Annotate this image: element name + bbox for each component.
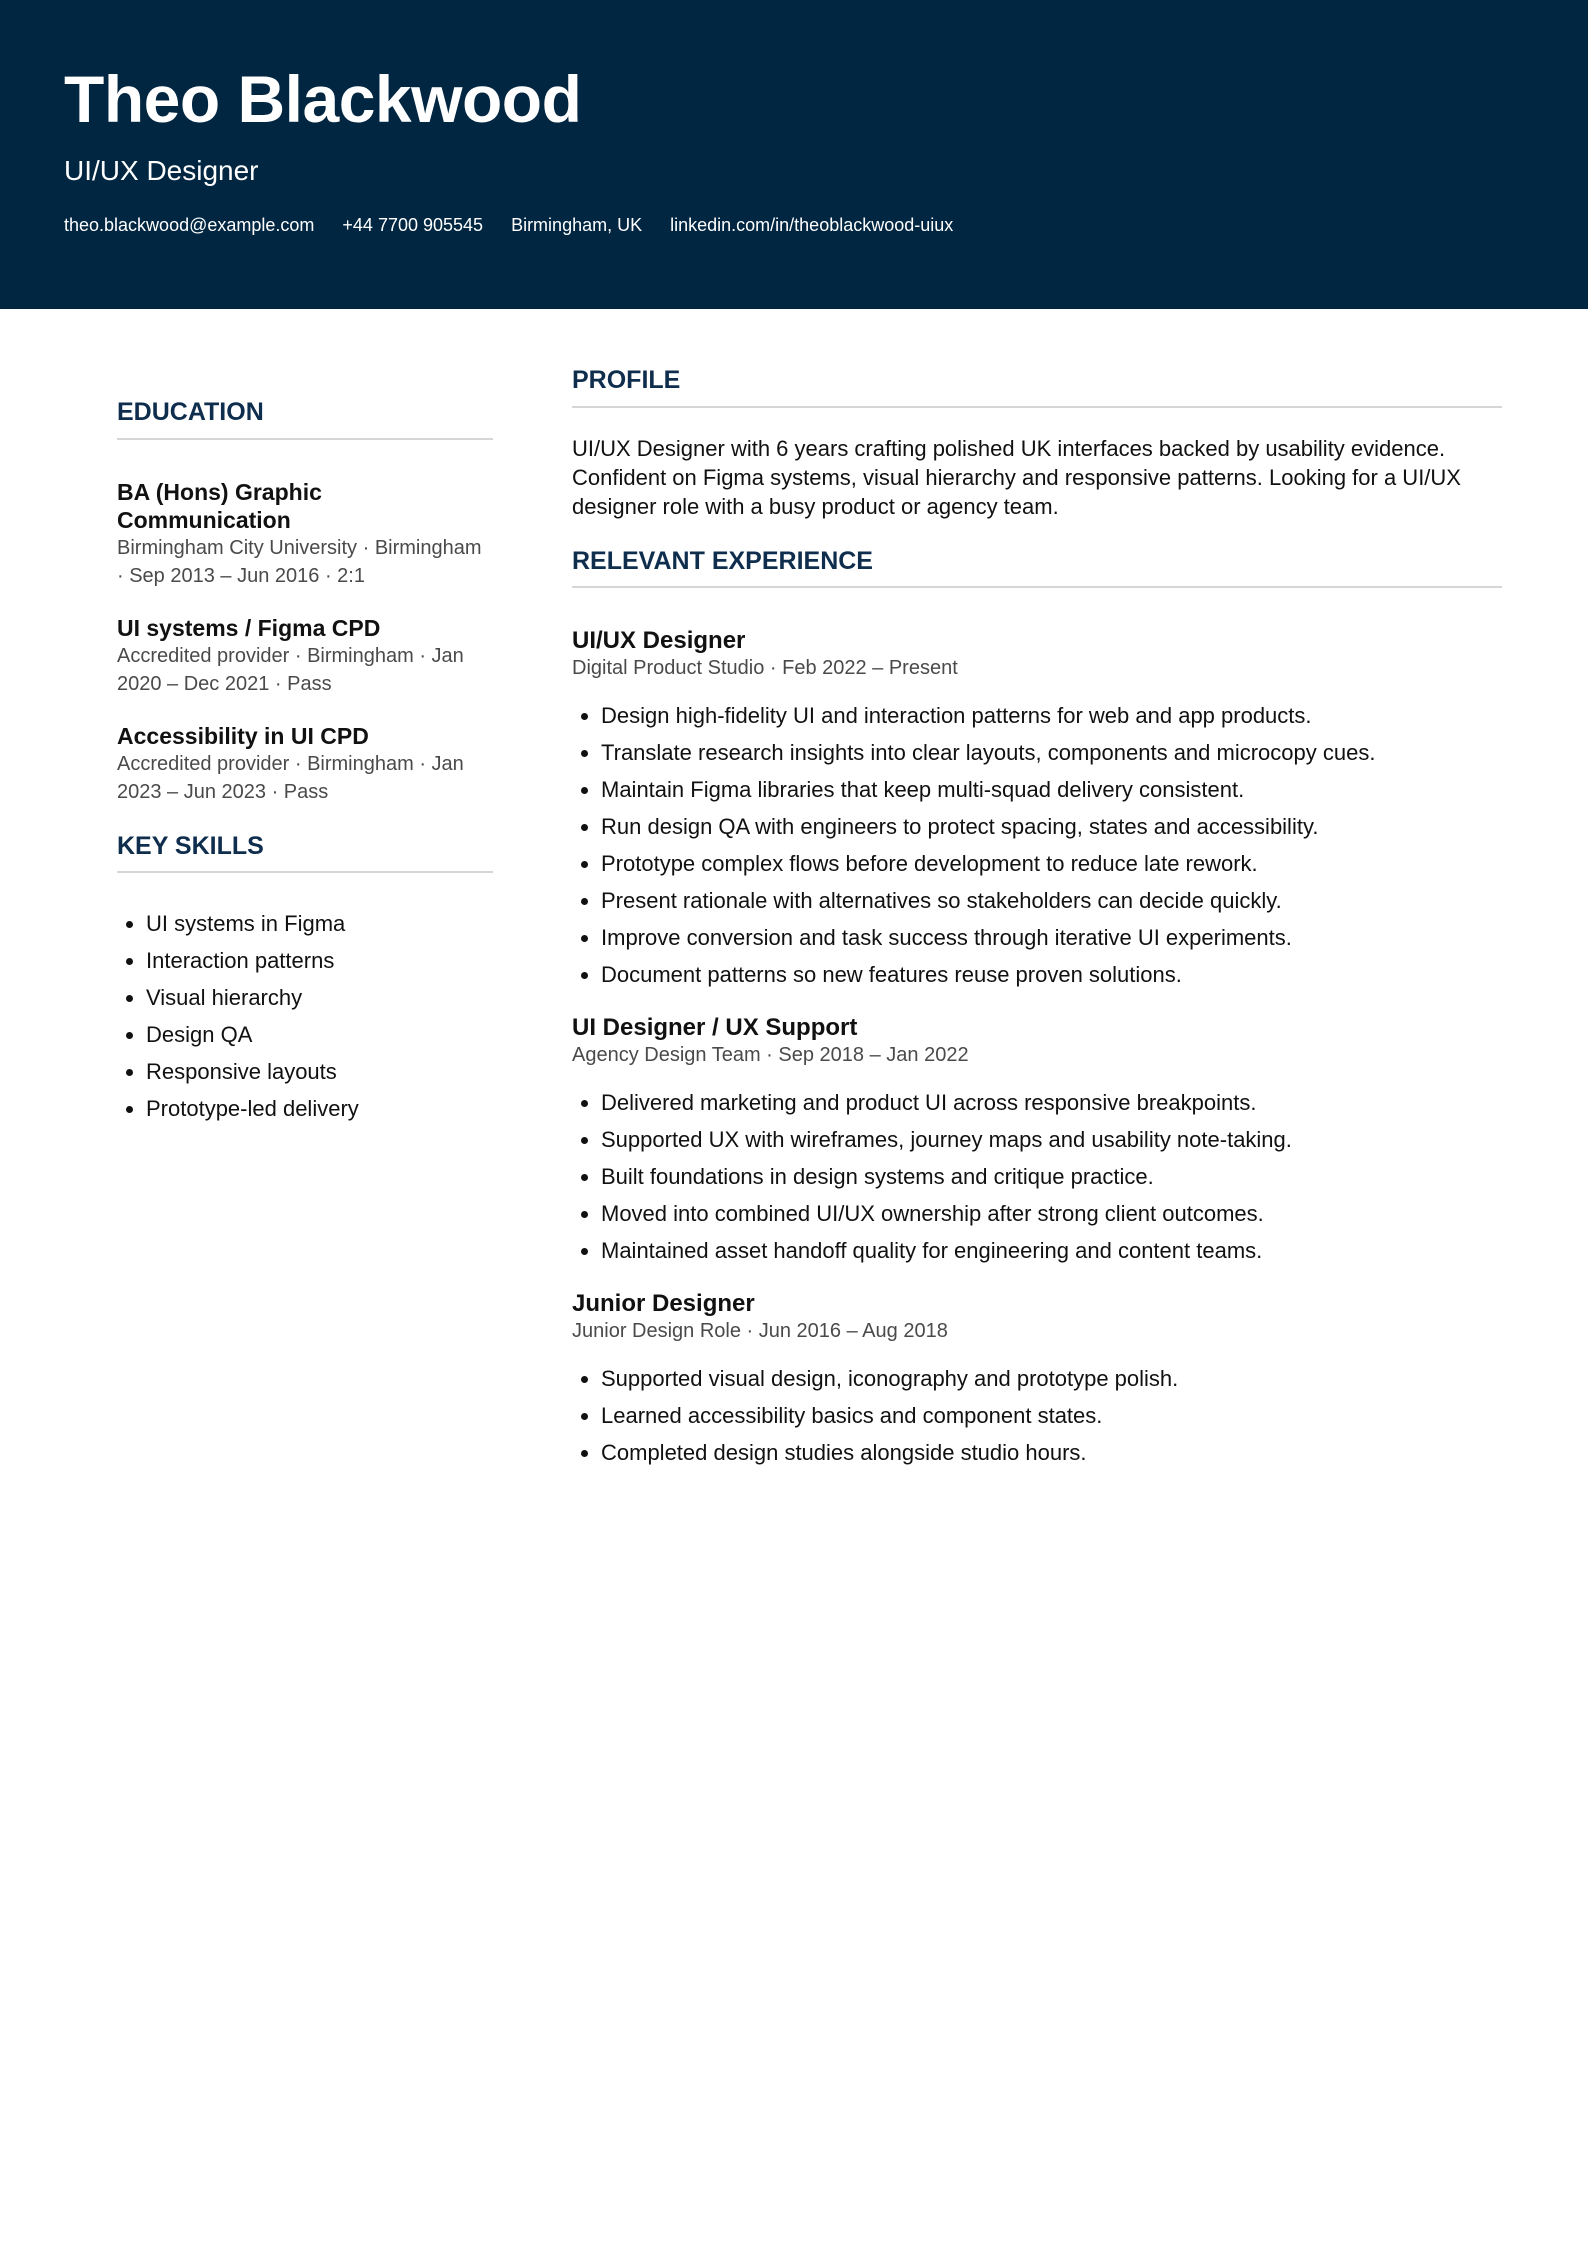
skill-item: • Prototype-led delivery	[146, 1090, 493, 1127]
skill-item: • Design QA	[146, 1016, 493, 1053]
contact-location: Birmingham, UK	[511, 215, 643, 235]
job-bullet: • Improve conversion and task success through iterative UI experiments.	[601, 919, 1502, 956]
education-item	[117, 722, 493, 806]
profile-section	[572, 364, 1502, 521]
job-bullet: • Translate research insights into clear layouts, components and microcopy cues.	[601, 734, 1502, 771]
job-bullet: • Completed design studies alongside studio hours.	[601, 1434, 1502, 1471]
education-title: BA (Hons) Graphic Communication	[117, 478, 322, 533]
job-bullet: • Supported visual design, iconography and prototype polish.	[601, 1360, 1502, 1397]
candidate-name: Theo Blackwood	[64, 62, 582, 136]
education-meta: Accredited provider · Birmingham · Jan 2020 – Dec 2021 · Pass	[117, 644, 464, 695]
job-bullet: • Delivered marketing and product UI across responsive breakpoints.	[601, 1084, 1502, 1121]
experience-section	[572, 545, 1502, 1472]
education-meta: Accredited provider · Birmingham · Jan 2023 – Jun 2023 · Pass	[117, 752, 464, 803]
skill-item: • Interaction patterns	[146, 942, 493, 979]
education-list	[117, 478, 493, 806]
left-column	[117, 396, 493, 1127]
job-bullets	[572, 697, 1502, 993]
job-bullet: • Present rationale with alternatives so stakeholders can decide quickly.	[601, 882, 1502, 919]
job-bullet: • Design high-fidelity UI and interaction patterns for web and app products.	[601, 697, 1502, 734]
contact-row	[64, 214, 953, 237]
education-title: Accessibility in UI CPD	[117, 722, 369, 749]
skills-section	[117, 830, 493, 1128]
job-bullet: • Prototype complex flows before development to reduce late rework.	[601, 845, 1502, 882]
education-heading: EDUCATION	[117, 396, 493, 440]
job-bullet: • Built foundations in design systems and critique practice.	[601, 1158, 1502, 1195]
resume-header	[0, 0, 1588, 309]
job-entry	[572, 1289, 1502, 1471]
education-item	[117, 478, 493, 590]
job-bullet: • Run design QA with engineers to protect spacing, states and accessibility.	[601, 808, 1502, 845]
job-bullet: • Moved into combined UI/UX ownership after strong client outcomes.	[601, 1195, 1502, 1232]
job-bullets	[572, 1084, 1502, 1269]
job-list	[572, 626, 1502, 1471]
education-item	[117, 614, 493, 698]
profile-summary: UI/UX Designer with 6 years crafting polished UK interfaces backed by usability evidence. Confident on Figma systems, visual hierarchy and responsive patterns. Looking for a UI/UX designer role with a busy product or agency team.	[572, 435, 1461, 519]
job-entry	[572, 1013, 1502, 1269]
skill-item: • UI systems in Figma	[146, 905, 493, 942]
job-bullet: • Maintain Figma libraries that keep multi-squad delivery consistent.	[601, 771, 1502, 808]
job-title: UI/UX Designer	[572, 627, 746, 654]
education-meta: Birmingham City University · Birmingham · Sep 2013 – Jun 2016 · 2:1	[117, 536, 482, 587]
right-column	[572, 364, 1502, 1491]
experience-heading: RELEVANT EXPERIENCE	[572, 545, 1502, 589]
profile-heading: PROFILE	[572, 364, 1502, 408]
job-title: Junior Designer	[572, 1290, 755, 1317]
skills-list	[117, 905, 493, 1127]
job-bullet: • Learned accessibility basics and component states.	[601, 1397, 1502, 1434]
job-bullets	[572, 1360, 1502, 1471]
job-entry	[572, 626, 1502, 993]
contact-phone[interactable]: +44 7700 905545	[342, 215, 484, 235]
candidate-role: UI/UX Designer	[64, 155, 259, 186]
contact-email[interactable]: theo.blackwood@example.com	[64, 215, 315, 235]
education-section	[117, 396, 493, 806]
job-meta: Junior Design Role · Jun 2016 – Aug 2018	[572, 1320, 948, 1342]
contact-linkedin[interactable]: linkedin.com/in/theoblackwood-uiux	[670, 215, 954, 235]
skill-item: • Visual hierarchy	[146, 979, 493, 1016]
job-bullet: • Supported UX with wireframes, journey maps and usability note-taking.	[601, 1121, 1502, 1158]
skill-item: • Responsive layouts	[146, 1053, 493, 1090]
job-meta: Digital Product Studio · Feb 2022 – Present	[572, 657, 958, 679]
education-title: UI systems / Figma CPD	[117, 614, 381, 641]
skills-heading: KEY SKILLS	[117, 830, 493, 874]
job-meta: Agency Design Team · Sep 2018 – Jan 2022	[572, 1044, 969, 1066]
job-bullet: • Maintained asset handoff quality for engineering and content teams.	[601, 1232, 1502, 1269]
job-bullet: • Document patterns so new features reuse proven solutions.	[601, 956, 1502, 993]
job-title: UI Designer / UX Support	[572, 1014, 858, 1041]
